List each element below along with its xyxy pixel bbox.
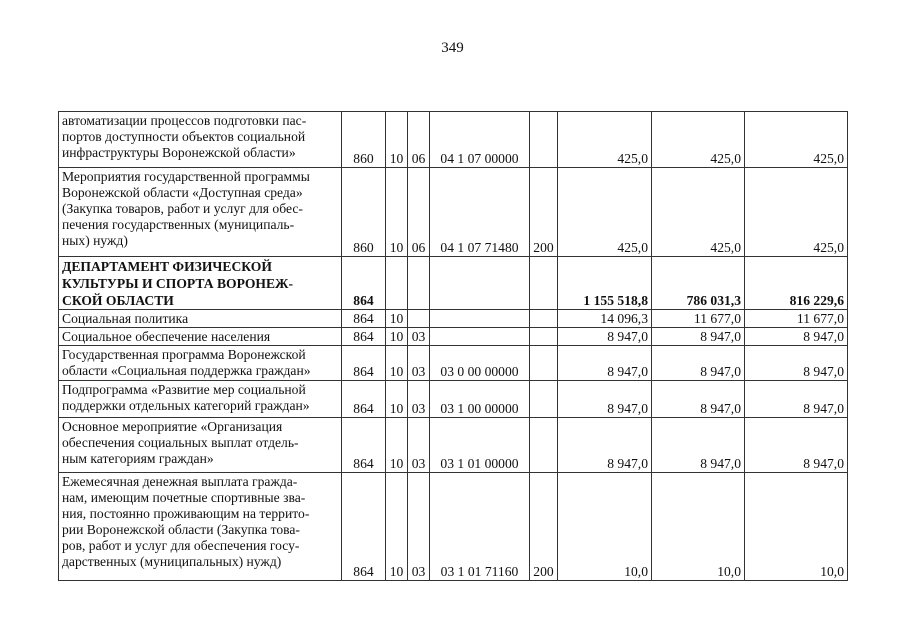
subsection-code-cell: 03 — [408, 418, 430, 473]
table-row — [59, 328, 848, 346]
row-name-cell — [59, 381, 342, 418]
subsection-code-cell — [408, 257, 430, 310]
amount-year-2-cell: 8 947,0 — [652, 418, 745, 473]
ministry-code-cell: 864 — [342, 381, 386, 418]
page-number: 349 — [441, 40, 464, 56]
target-item-cell: 04 1 07 71480 — [430, 168, 530, 257]
expense-type-cell — [530, 418, 558, 473]
target-item-cell — [430, 310, 530, 328]
amount-year-3-cell: 8 947,0 — [745, 328, 848, 346]
expense-type-cell — [530, 346, 558, 381]
amount-year-1-cell: 10,0 — [558, 473, 652, 581]
section-code-cell: 10 — [386, 381, 408, 418]
table-row — [59, 112, 848, 168]
table-row — [59, 310, 848, 328]
target-item-cell — [430, 257, 530, 310]
table-row — [59, 473, 848, 581]
section-code-cell — [386, 257, 408, 310]
amount-year-1-cell: 8 947,0 — [558, 418, 652, 473]
amount-year-2-cell: 425,0 — [652, 112, 745, 168]
ministry-code-cell: 864 — [342, 346, 386, 381]
amount-year-3-cell: 425,0 — [745, 112, 848, 168]
expense-type-cell — [530, 257, 558, 310]
row-name-text: Ежемесячная денежная выплата гражда- нам, имеющим почетные спортивные зва- ния, постоянно проживающим на террито- рии Воронежской области (Закупка това- ров, работ и услуг для обеспечения госу- дарственных (муниципальных) нужд) — [62, 474, 310, 569]
row-name-cell — [59, 310, 342, 328]
row-name-cell — [59, 328, 342, 346]
amount-year-3-cell: 11 677,0 — [745, 310, 848, 328]
row-name-text: Основное мероприятие «Организация обеспечения социальных выплат отдель- ным категориям граждан» — [62, 419, 299, 466]
amount-year-2-cell: 786 031,3 — [652, 257, 745, 310]
table-body — [59, 112, 848, 581]
subsection-code-cell: 03 — [408, 328, 430, 346]
expense-type-cell — [530, 310, 558, 328]
amount-year-3-cell: 10,0 — [745, 473, 848, 581]
row-name-text: Социальное обеспечение населения — [62, 329, 271, 344]
table-row — [59, 168, 848, 257]
amount-year-1-cell: 425,0 — [558, 168, 652, 257]
amount-year-2-cell: 8 947,0 — [652, 346, 745, 381]
expense-type-cell — [530, 112, 558, 168]
ministry-code-cell: 860 — [342, 168, 386, 257]
row-name-text: Мероприятия государственной программы Воронежской области «Доступная среда» (Закупка товаров, работ и услуг для обес- печения государственных (муниципаль- ных) нужд) — [62, 169, 310, 248]
amount-year-3-cell: 8 947,0 — [745, 418, 848, 473]
amount-year-2-cell: 10,0 — [652, 473, 745, 581]
amount-year-1-cell: 8 947,0 — [558, 381, 652, 418]
target-item-cell — [430, 328, 530, 346]
section-code-cell: 10 — [386, 418, 408, 473]
amount-year-1-cell: 1 155 518,8 — [558, 257, 652, 310]
row-name-cell — [59, 418, 342, 473]
amount-year-2-cell: 8 947,0 — [652, 328, 745, 346]
expense-type-cell: 200 — [530, 168, 558, 257]
target-item-cell: 03 1 01 71160 — [430, 473, 530, 581]
amount-year-1-cell: 8 947,0 — [558, 328, 652, 346]
ministry-code-cell: 864 — [342, 418, 386, 473]
section-code-cell: 10 — [386, 310, 408, 328]
row-name-cell — [59, 257, 342, 310]
row-name-cell — [59, 112, 342, 168]
target-item-cell: 04 1 07 00000 — [430, 112, 530, 168]
subsection-code-cell: 06 — [408, 168, 430, 257]
target-item-cell: 03 0 00 00000 — [430, 346, 530, 381]
table-row — [59, 381, 848, 418]
ministry-code-cell: 860 — [342, 112, 386, 168]
expense-type-cell — [530, 328, 558, 346]
row-name-text: автоматизации процессов подготовки пас- портов доступности объектов социальной инфраструктуры Воронежской области» — [62, 113, 307, 160]
amount-year-1-cell: 8 947,0 — [558, 346, 652, 381]
expense-type-cell — [530, 381, 558, 418]
subsection-code-cell: 06 — [408, 112, 430, 168]
section-code-cell: 10 — [386, 168, 408, 257]
subsection-code-cell — [408, 310, 430, 328]
target-item-cell: 03 1 00 00000 — [430, 381, 530, 418]
row-name-cell — [59, 168, 342, 257]
amount-year-1-cell: 14 096,3 — [558, 310, 652, 328]
table-row — [59, 257, 848, 310]
amount-year-2-cell: 8 947,0 — [652, 381, 745, 418]
row-name-cell — [59, 346, 342, 381]
section-code-cell: 10 — [386, 328, 408, 346]
section-code-cell: 10 — [386, 473, 408, 581]
expense-type-cell: 200 — [530, 473, 558, 581]
amount-year-3-cell: 8 947,0 — [745, 346, 848, 381]
section-code-cell: 10 — [386, 112, 408, 168]
table-row — [59, 418, 848, 473]
amount-year-3-cell: 8 947,0 — [745, 381, 848, 418]
amount-year-2-cell: 425,0 — [652, 168, 745, 257]
ministry-code-cell: 864 — [342, 310, 386, 328]
ministry-code-cell: 864 — [342, 473, 386, 581]
row-name-text: Государственная программа Воронежской области «Социальная поддержка граждан» — [62, 347, 311, 378]
amount-year-1-cell: 425,0 — [558, 112, 652, 168]
row-name-cell — [59, 473, 342, 581]
subsection-code-cell: 03 — [408, 346, 430, 381]
ministry-code-cell: 864 — [342, 328, 386, 346]
ministry-code-cell: 864 — [342, 257, 386, 310]
amount-year-2-cell: 11 677,0 — [652, 310, 745, 328]
subsection-code-cell: 03 — [408, 381, 430, 418]
target-item-cell: 03 1 01 00000 — [430, 418, 530, 473]
budget-table — [58, 111, 848, 581]
row-name-text: Подпрограмма «Развитие мер социальной поддержки отдельных категорий граждан» — [62, 382, 310, 413]
subsection-code-cell: 03 — [408, 473, 430, 581]
table-row — [59, 346, 848, 381]
row-name-text: ДЕПАРТАМЕНТ ФИЗИЧЕСКОЙ КУЛЬТУРЫ И СПОРТА ВОРОНЕЖ- СКОЙ ОБЛАСТИ — [62, 259, 294, 308]
section-code-cell: 10 — [386, 346, 408, 381]
amount-year-3-cell: 425,0 — [745, 168, 848, 257]
amount-year-3-cell: 816 229,6 — [745, 257, 848, 310]
row-name-text: Социальная политика — [62, 311, 189, 326]
